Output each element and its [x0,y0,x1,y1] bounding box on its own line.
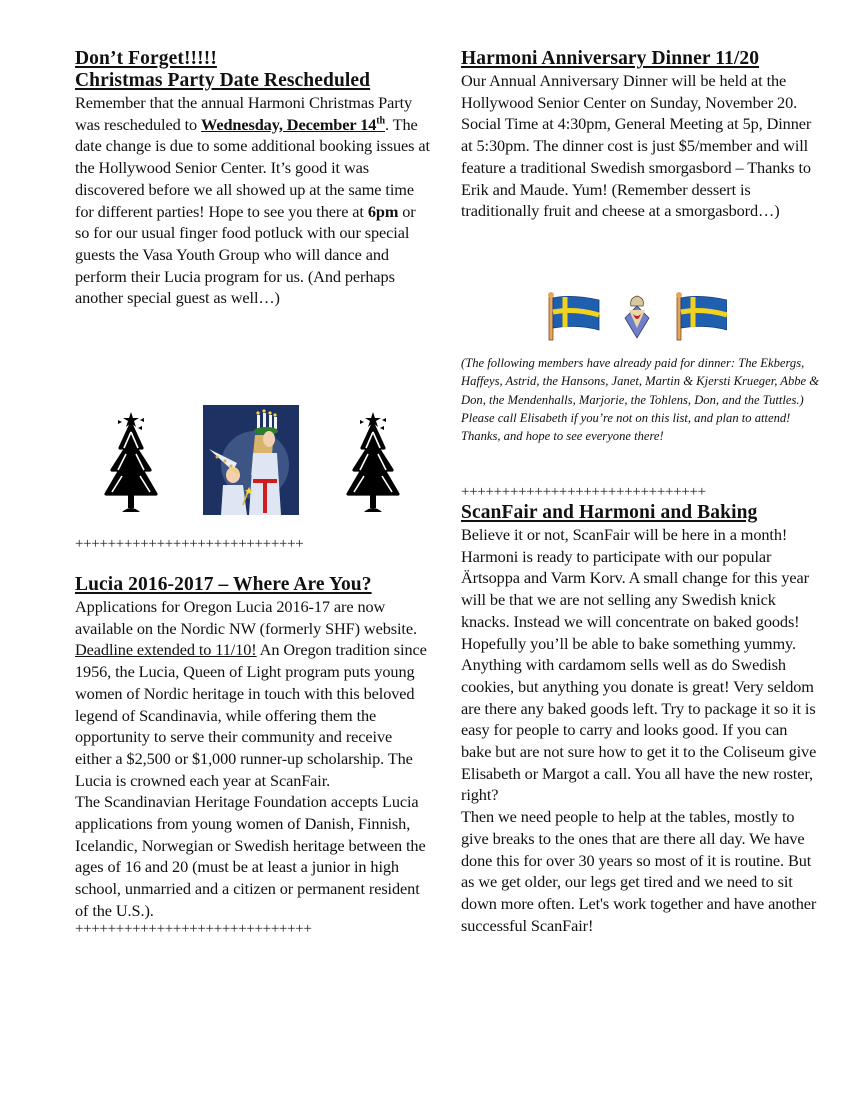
right-column [461,48,821,222]
separator: ++++++++++++++++++++++++++++++ [461,484,706,500]
lucia-body: Applications for Oregon Lucia 2016-17 are now available on the Nordic NW (formerly SHF) website. Deadline extended to 11/10! An Oregon tradition since 1956, the Lucia, Queen of Light program puts young women of Nordic heritage in touch with this beloved legend of Scandinavia, while offering them the opportunity to serve their community and receive either a $2,500 or $1,000 runner-up scholarship. The Lucia is crowned each year at ScanFair. [75,597,427,790]
right-column-paid-note [461,354,821,445]
christmas-party-body: Remember that the annual Harmoni Christmas Party was rescheduled to Wednesday, December 14th. The date change is due to some additional booking issues at the Hollywood Senior Center. It’s good it was discovered before we all showed up at the same time for different parties! Hope to see you there at 6pm or so for our usual finger food potluck with our special guests the Vasa Youth Group who will dance and perform their Lucia program for us. (And perhaps another special guest as well…) [75,93,430,308]
party-date: Wednesday, December 14th [201,114,385,134]
lucia-procession-illustration [203,405,299,515]
section-title-christmas-party: Christmas Party Date Rescheduled [75,70,371,91]
swedish-flag-icon [676,292,727,340]
vasa-order-emblem-icon [625,296,649,338]
flags-row [547,292,727,342]
party-time: 6pm [367,201,399,221]
section-title-anniversary-dinner: Harmoni Anniversary Dinner 11/20 [461,48,760,69]
christmas-tree-icon [340,410,406,520]
paid-members-note: (The following members have already paid for dinner: The Ekbergs, Haffeys, Astrid, the Hansons, Janet, Martin & Kjersti Krueger, Abbe & Don, the Mendenhalls, Marjorie, the Tohlens, Don, and the Tuttles.) Please call Elisabeth if you’re not on this list, and plan to attend! Thanks, and hope to see everyone there! [461,356,820,444]
separator: +++++++++++++++++++++++++++++ [75,920,312,937]
scanfair-body: Believe it or not, ScanFair will be here in a month! Harmoni is ready to participate with our popular Ärtsoppa and Varm Korv. A small change for this year will be that we are not selling any Swedish knick knacks. Instead we will concentrate on baked goods! Hopefully you’ll be able to bake something yummy. Anything with cardamom sells well as do Swedish cookies, but anything you donate is great! Very seldom are there any baked goods left. Try to package it so it is easy for people to carry and looks good. If you can bake but are not sure how to get it to the Coliseum give Elisabeth or Margot a call. You all have the new roster, right? [461,525,817,805]
section-title-scanfair: ScanFair and Harmoni and Baking [461,502,758,523]
anniversary-dinner-body: Our Annual Anniversary Dinner will be held at the Hollywood Senior Center on Sunday, November 20. Social Time at 4:30pm, General Meeting at 5p, Dinner at 5:30pm. The dinner cost is just $5/member and will feature a traditional Swedish smorgasbord – Thanks to Erik and Maude. Yum! (Remember dessert is traditionally fruit and cheese at a smorgasbord…) [461,71,812,221]
left-column-lower [75,534,430,939]
deadline-note: Deadline extended to 11/10! [75,640,257,660]
right-column-lower [461,482,821,936]
section-title-lucia: Lucia 2016-2017 – Where Are You? [75,574,372,595]
christmas-tree-icon [98,410,164,520]
swedish-flag-icon [548,292,599,340]
separator: ++++++++++++++++++++++++++++ [75,536,304,552]
scanfair-body-2: Then we need people to help at the tables, mostly to give breaks to the ones that are there all day. We have done this for over 30 years so most of it is routine. But as we get older, our legs get tired and we need to sit down more often. Let's work together and have another successful ScanFair! [461,807,817,935]
lucia-body-2: The Scandinavian Heritage Foundation accepts Lucia applications from young women of Danish, Finnish, Icelandic, Norwegian or Swedish heritage between the ages of 16 and 20 (must be at least a junior in high school, unmarried and a citizen or permanent resident of the U.S.). [75,792,426,920]
left-column [75,48,430,309]
section-title-dont-forget: Don’t Forget!!!!! [75,48,217,69]
